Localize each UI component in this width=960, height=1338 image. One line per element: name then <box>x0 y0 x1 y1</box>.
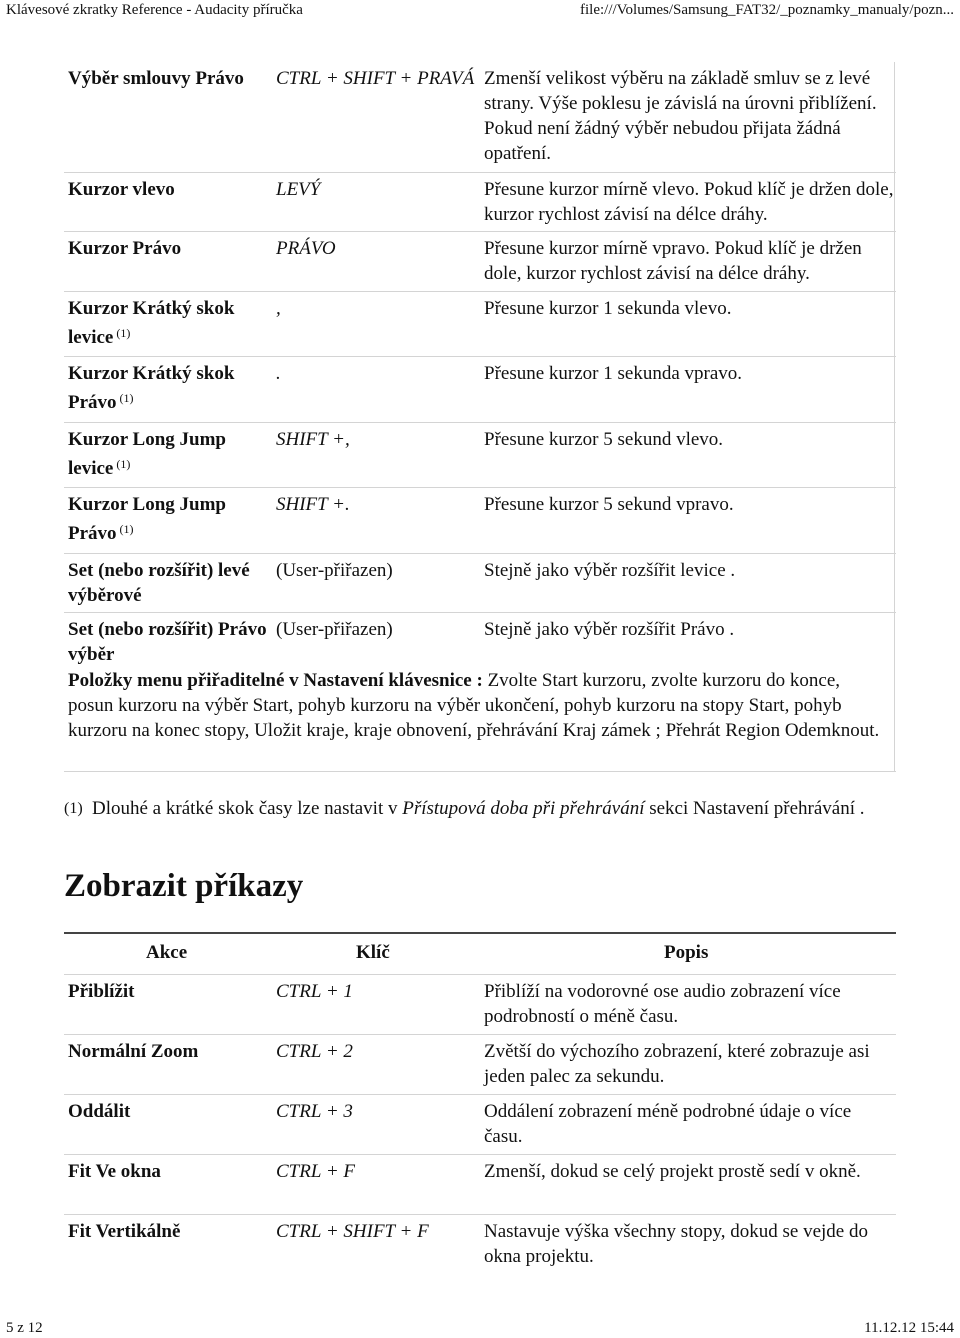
footnote <box>64 796 894 821</box>
header-description: Popis <box>664 942 709 963</box>
description-cell: Zvětší do výchozího zobrazení, které zobrazuje asi jeden palec za sekundu. <box>484 1041 870 1087</box>
description-cell: Přiblíží na vodorovné ose audio zobrazení více podrobností o méně času. <box>484 981 841 1027</box>
page-url: file:///Volumes/Samsung_FAT32/_poznamky_manualy/pozn... <box>580 2 954 18</box>
footnote-ref: (1) <box>119 391 134 405</box>
footnote-italic-link: Přístupová doba při přehrávání <box>402 798 645 819</box>
section-heading: Zobrazit příkazy <box>64 868 304 904</box>
footnote-ref: (1) <box>116 326 131 340</box>
action-text: Kurzor Krátký skok levice <box>68 298 235 348</box>
header-action: Akce <box>146 942 188 963</box>
action-text: Kurzor Long Jump Právo <box>68 494 227 544</box>
description-cell: Přesune kurzor 5 sekund vlevo. <box>484 429 724 450</box>
description-cell: Přesune kurzor 1 sekunda vlevo. <box>484 298 732 319</box>
action-cell: Kurzor vlevo <box>68 179 175 200</box>
table-row <box>64 357 896 423</box>
page-counter: 5 z 12 <box>6 1320 43 1336</box>
description-cell: Nastavuje výška všechny stopy, dokud se vejde do okna projektu. <box>484 1221 868 1267</box>
action-text: Kurzor Krátký skok Právo <box>68 363 235 413</box>
table-row <box>64 62 896 173</box>
header-key: Klíč <box>356 942 390 963</box>
key-cell: LEVÝ <box>276 179 321 200</box>
key-cell: , <box>276 298 281 319</box>
key-cell: (User-přiřazen) <box>276 560 393 581</box>
action-cell: Set (nebo rozšířit) Právo výběr <box>68 619 267 665</box>
footnote-text <box>92 796 894 821</box>
table-row <box>64 1155 896 1215</box>
key-cell: CTRL + 2 <box>276 1041 353 1062</box>
description-cell: Zmenší, dokud se celý projekt prostě sedí v okně. <box>484 1161 861 1182</box>
table-row <box>64 554 896 613</box>
action-cell <box>68 296 272 350</box>
action-text: Kurzor Long Jump levice <box>68 429 227 479</box>
action-cell: Oddálit <box>68 1101 131 1122</box>
note-label: Položky menu přiřaditelné v Nastavení klávesnice : <box>68 670 483 691</box>
table-row <box>64 173 896 232</box>
table-frame-bottom <box>64 771 896 772</box>
action-cell: Kurzor Právo <box>68 238 182 259</box>
table-header-row <box>64 934 896 975</box>
description-cell: Zmenší velikost výběru na základě smluv se z levé strany. Výše poklesu je závislá na úrovni přiblížení. Pokud není žádný výběr nebudou přijata žádná opatření. <box>484 68 877 164</box>
action-cell: Set (nebo rozšířit) levé výběrové <box>68 560 250 606</box>
description-cell: Stejně jako výběr rozšířit levice . <box>484 560 736 581</box>
key-cell: SHIFT +. <box>276 494 350 515</box>
action-cell: Výběr smlouvy Právo <box>68 68 244 89</box>
description-cell: Stejně jako výběr rozšířit Právo . <box>484 619 735 640</box>
key-cell: CTRL + SHIFT + F <box>276 1221 429 1242</box>
action-cell: Přiblížit <box>68 981 135 1002</box>
key-cell: CTRL + 1 <box>276 981 353 1002</box>
table-row <box>64 975 896 1035</box>
table-row <box>64 1095 896 1155</box>
footnote-ref: (1) <box>119 522 134 536</box>
footnote-text-end: sekci Nastavení přehrávání . <box>644 798 865 819</box>
key-cell: CTRL + 3 <box>276 1101 353 1122</box>
table-row <box>64 423 896 488</box>
footnote-mark: (1) <box>64 800 83 817</box>
page-title: Klávesové zkratky Reference - Audacity příručka <box>6 2 303 18</box>
shortcut-table-view <box>64 932 896 1275</box>
table-row <box>64 292 896 357</box>
table-row <box>64 1035 896 1095</box>
shortcut-table-selection <box>64 62 896 673</box>
assignable-items-note <box>68 668 888 743</box>
browser-header <box>0 0 960 24</box>
key-cell: SHIFT +, <box>276 429 350 450</box>
print-datetime: 11.12.12 15:44 <box>864 1320 954 1336</box>
action-cell <box>68 361 272 415</box>
description-cell: Přesune kurzor mírně vlevo. Pokud klíč je držen dole, kurzor rychlost závisí na délce dráhy. <box>484 179 894 225</box>
key-cell: . <box>276 363 281 384</box>
key-cell: (User-přiřazen) <box>276 619 393 640</box>
action-cell <box>68 492 272 546</box>
footnote-ref: (1) <box>116 457 131 471</box>
note-text: Zvolte Start kurzoru, zvolte kurzoru do konce, posun kurzoru na výběr Start, pohyb kurzoru na výběr ukončení, pohyb kurzoru na stopy Start, pohyb kurzoru na konec stopy, Uložit kraje, kraje obnovení, přehrávání Kraj zámek ; Přehrát Region Odemknout. <box>68 670 880 741</box>
key-cell: PRÁVO <box>276 238 336 259</box>
description-cell: Přesune kurzor 1 sekunda vpravo. <box>484 363 743 384</box>
description-cell: Přesune kurzor mírně vpravo. Pokud klíč je držen dole, kurzor rychlost závisí na délce dráhy. <box>484 238 862 284</box>
action-cell: Normální Zoom <box>68 1041 199 1062</box>
description-cell: Přesune kurzor 5 sekund vpravo. <box>484 494 734 515</box>
action-cell <box>68 427 272 481</box>
action-cell: Fit Vertikálně <box>68 1221 181 1242</box>
table-row <box>64 488 896 554</box>
table-row <box>64 1215 896 1275</box>
description-cell: Oddálení zobrazení méně podrobné údaje o více času. <box>484 1101 852 1147</box>
table-row <box>64 613 896 673</box>
key-cell: CTRL + SHIFT + PRAVÁ <box>276 68 475 89</box>
table-row <box>64 232 896 292</box>
action-cell: Fit Ve okna <box>68 1161 161 1182</box>
footnote-text-start: Dlouhé a krátké skok časy lze nastavit v <box>92 798 403 819</box>
key-cell: CTRL + F <box>276 1161 355 1182</box>
